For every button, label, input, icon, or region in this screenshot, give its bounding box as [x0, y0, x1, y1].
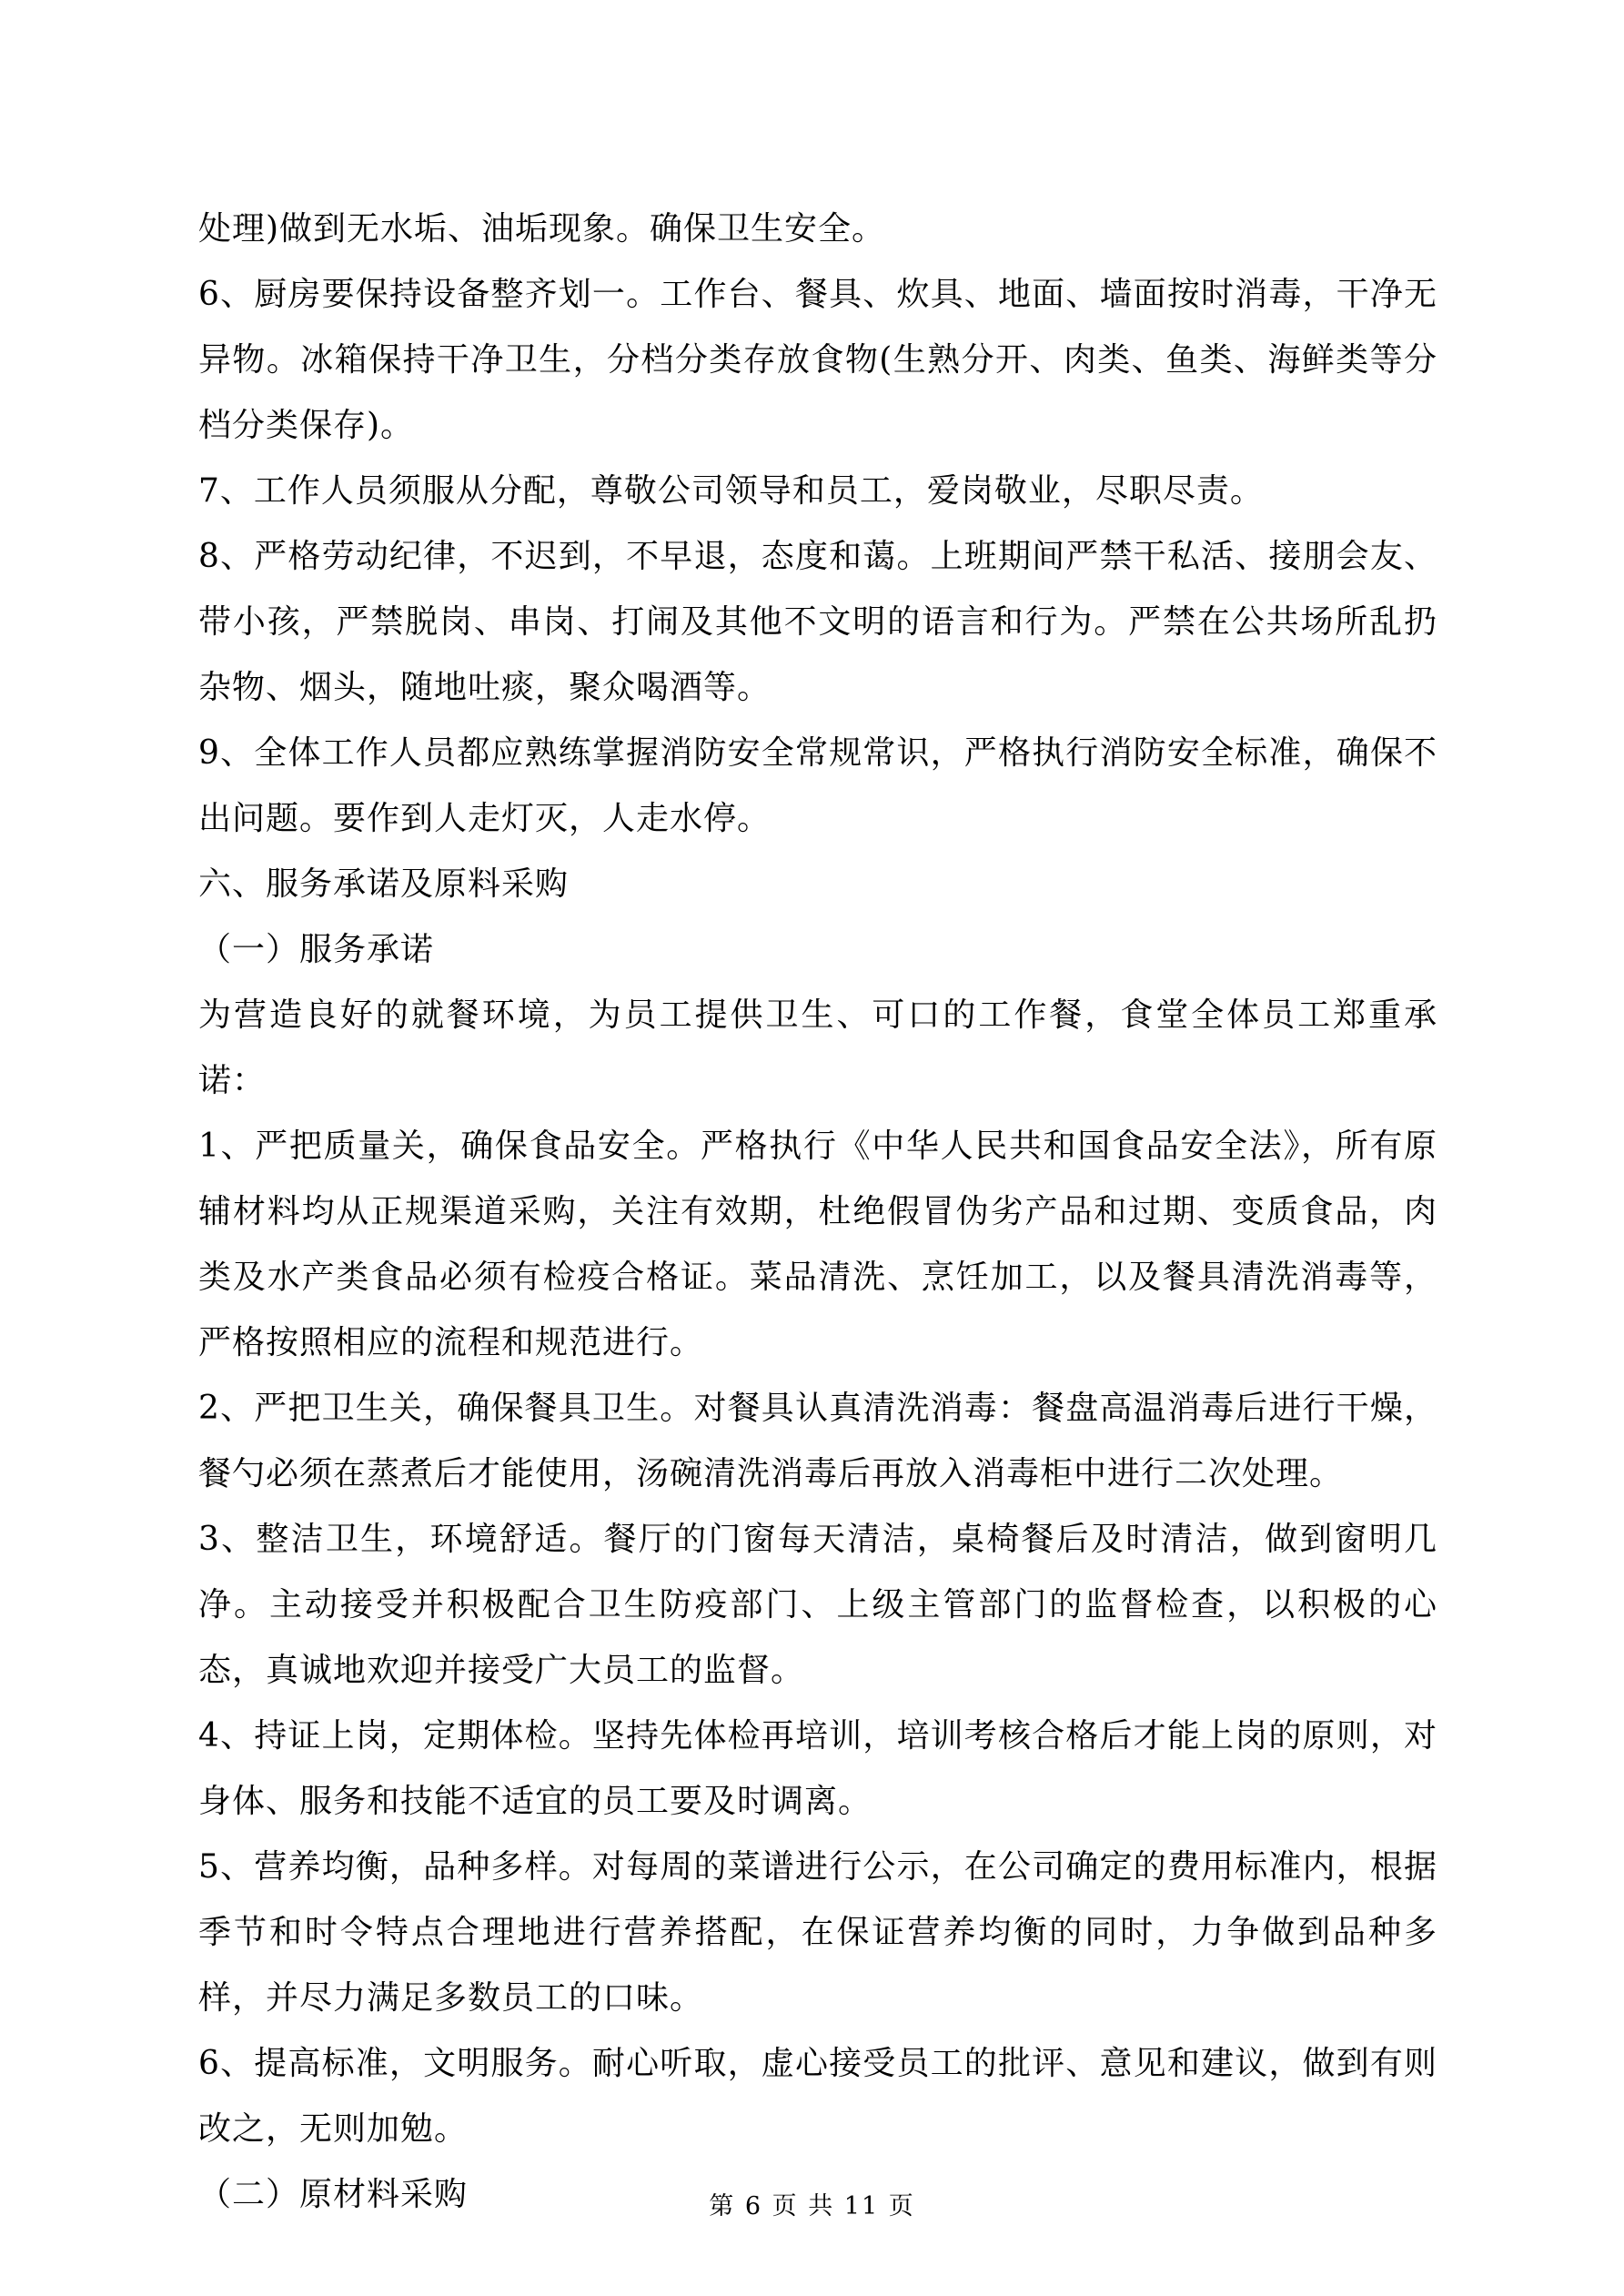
paragraph-service-intro: 为营造良好的就餐环境，为员工提供卫生、可口的工作餐，食堂全体员工郑重承诺：	[198, 996, 1437, 1099]
paragraph-continuation: 处理)做到无水垢、油垢现象。确保卫生安全。	[198, 210, 886, 248]
paragraph-item-9-fire-safety: 9、全体工作人员都应熟练掌握消防安全常规常识，严格执行消防安全标准，确保不出问题。要作到人走灯灭，人走水停。	[198, 734, 1437, 837]
page-number-footer: 第 6 页 共 11 页	[709, 2192, 915, 2220]
paragraph-promise-1-quality: 1、严把质量关，确保食品安全。严格执行《中华人民共和国食品安全法》，所有原辅材料均从正规渠道采购，关注有效期，杜绝假冒伪劣产品和过期、变质食品，肉类及水产类食品必须有检疫合格证。菜品清洗、烹饪加工，以及餐具清洗消毒等，严格按照相应的流程和规范进行。	[198, 1128, 1437, 1361]
subsection-heading-service: （一）服务承诺	[198, 931, 435, 968]
paragraph-promise-2-hygiene: 2、严把卫生关，确保餐具卫生。对餐具认真清洗消毒：餐盘高温消毒后进行干燥，餐勺必须在蒸煮后才能使用，汤碗清洗消毒后再放入消毒柜中进行二次处理。	[198, 1390, 1437, 1492]
paragraph-promise-3-environment: 3、整洁卫生，环境舒适。餐厅的门窗每天清洁，桌椅餐后及时清洁，做到窗明几净。主动接受并积极配合卫生防疫部门、上级主管部门的监督检查，以积极的心态，真诚地欢迎并接受广大员工的监督。	[198, 1521, 1437, 1689]
subsection-heading-procurement: （二）原材料采购	[198, 2176, 469, 2213]
paragraph-item-7-staff: 7、工作人员须服从分配，尊敬公司领导和员工，爱岗敬业，尽职尽责。	[198, 472, 1264, 510]
paragraph-item-8-discipline: 8、严格劳动纪律，不迟到，不早退，态度和蔼。上班期间严禁干私活、接朋会友、带小孩，严禁脱岗、串岗、打闹及其他不文明的语言和行为。严禁在公共场所乱扔杂物、烟头，随地吐痰，聚众喝酒等。	[198, 538, 1437, 706]
paragraph-promise-5-nutrition: 5、营养均衡，品种多样。对每周的菜谱进行公示，在公司确定的费用标准内，根据季节和时令特点合理地进行营养搭配，在保证营养均衡的同时，力争做到品种多样，并尽力满足多数员工的口味。	[198, 1848, 1437, 2017]
section-heading-six: 六、服务承诺及原料采购	[198, 865, 570, 903]
document-body	[198, 197, 1437, 2228]
paragraph-promise-4-certification: 4、持证上岗，定期体检。坚持先体检再培训，培训考核合格后才能上岗的原则，对身体、服务和技能不适宜的员工要及时调离。	[198, 1717, 1437, 1820]
paragraph-item-6-kitchen: 6、厨房要保持设备整齐划一。工作台、餐具、炊具、地面、墙面按时消毒，干净无异物。冰箱保持干净卫生，分档分类存放食物(生熟分开、肉类、鱼类、海鲜类等分档分类保存)。	[198, 276, 1437, 444]
paragraph-promise-6-service: 6、提高标准，文明服务。耐心听取，虚心接受员工的批评、意见和建议，做到有则改之，无则加勉。	[198, 2045, 1437, 2148]
